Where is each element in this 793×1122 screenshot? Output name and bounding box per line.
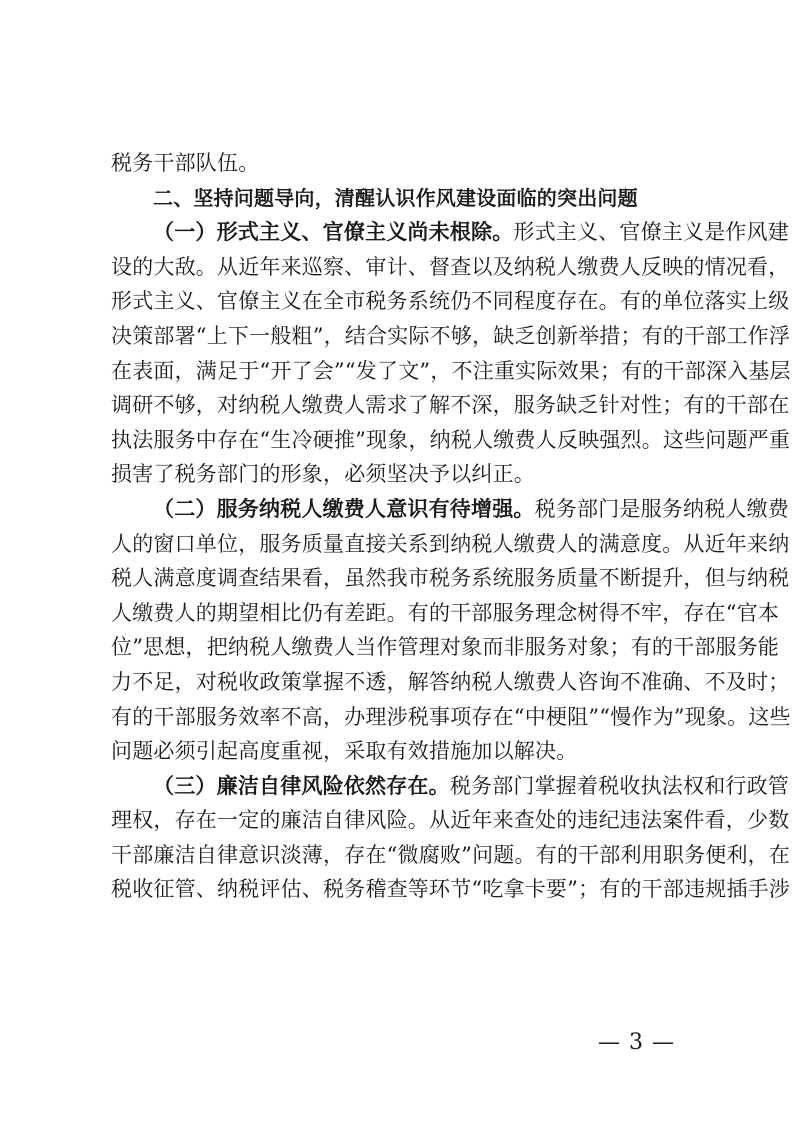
paragraph-1-line: 执法服务中存在“生冷硬推”现象，纳税人缴费人反映强烈。这些问题严重: [111, 427, 791, 452]
paragraph-3-first-line: [111, 769, 790, 804]
paragraph-1-first-line: [111, 215, 790, 250]
paragraph-3-line: 税收征管、纳税评估、税务稽查等环节“吃拿卡要”；有的干部违规插手涉: [111, 877, 791, 902]
paragraph-2-line: 有的干部服务效率不高，办理涉税事项存在“中梗阻”“慢作为”现象。这些: [111, 704, 791, 729]
paragraph-2-first-line: [111, 492, 790, 527]
paragraph-2-line: 人缴费人的期望相比仍有差距。有的干部服务理念树得不牢，存在“官本: [111, 600, 780, 625]
page-number: — 3 —: [598, 1030, 675, 1055]
paragraph-2-line: 位”思想，把纳税人缴费人当作管理对象而非服务对象；有的干部服务能: [111, 635, 780, 660]
opening-line: 税务干部队伍。: [111, 151, 260, 175]
section-heading: 二、坚持问题导向，清醒认识作风建设面临的突出问题: [153, 185, 638, 210]
paragraph-2-line: 税务部门是服务纳税人缴费: [534, 496, 790, 521]
paragraph-2-lead: （二）服务纳税人缴费人意识有待增强。: [153, 495, 535, 521]
paragraph-2-line: 税人满意度调查结果看，虽然我市税务系统服务质量不断提升，但与纳税: [111, 566, 790, 591]
paragraph-1-line: 形式主义、官僚主义是作风建: [513, 220, 790, 245]
paragraph-1-line: 调研不够，对纳税人缴费人需求了解不深，服务缺乏针对性；有的干部在: [111, 393, 790, 418]
paragraph-2-line: 问题必须引起高度重视，采取有效措施加以解决。: [111, 739, 578, 764]
paragraph-1-line: 设的大敌。从近年来巡察、审计、督查以及纳税人缴费人反映的情况看，: [111, 254, 790, 279]
paragraph-1-line: 损害了税务部门的形象，必须坚决予以纠正。: [111, 462, 535, 487]
paragraph-1-line: 在表面，满足于“开了会”“发了文”，不注重实际效果；有的干部深入基层: [111, 358, 791, 383]
paragraph-3-line: 税务部门掌握着税收执法权和行政管: [449, 773, 790, 798]
paragraph-2-line: 力不足，对税收政策掌握不透，解答纳税人缴费人咨询不准确、不及时；: [111, 669, 790, 694]
paragraph-1-lead: （一）形式主义、官僚主义尚未根除。: [153, 219, 514, 245]
paragraph-3-line: 理权，存在一定的廉洁自律风险。从近年来查处的违纪违法案件看，少数: [111, 808, 790, 833]
paragraph-2-line: 人的窗口单位，服务质量直接关系到纳税人缴费人的满意度。从近年来纳: [111, 531, 790, 556]
paragraph-3-lead: （三）廉洁自律风险依然存在。: [153, 772, 450, 798]
paragraph-3-line: 干部廉洁自律意识淡薄，存在“微腐败”问题。有的干部利用职务便利，在: [111, 842, 791, 867]
document-body: [111, 146, 791, 907]
paragraph-1-line: 形式主义、官僚主义在全市税务系统仍不同程度存在。有的单位落实上级: [111, 289, 790, 314]
paragraph-1-line: 决策部署“上下一般粗”，结合实际不够，缺乏创新举措；有的干部工作浮: [111, 323, 791, 348]
